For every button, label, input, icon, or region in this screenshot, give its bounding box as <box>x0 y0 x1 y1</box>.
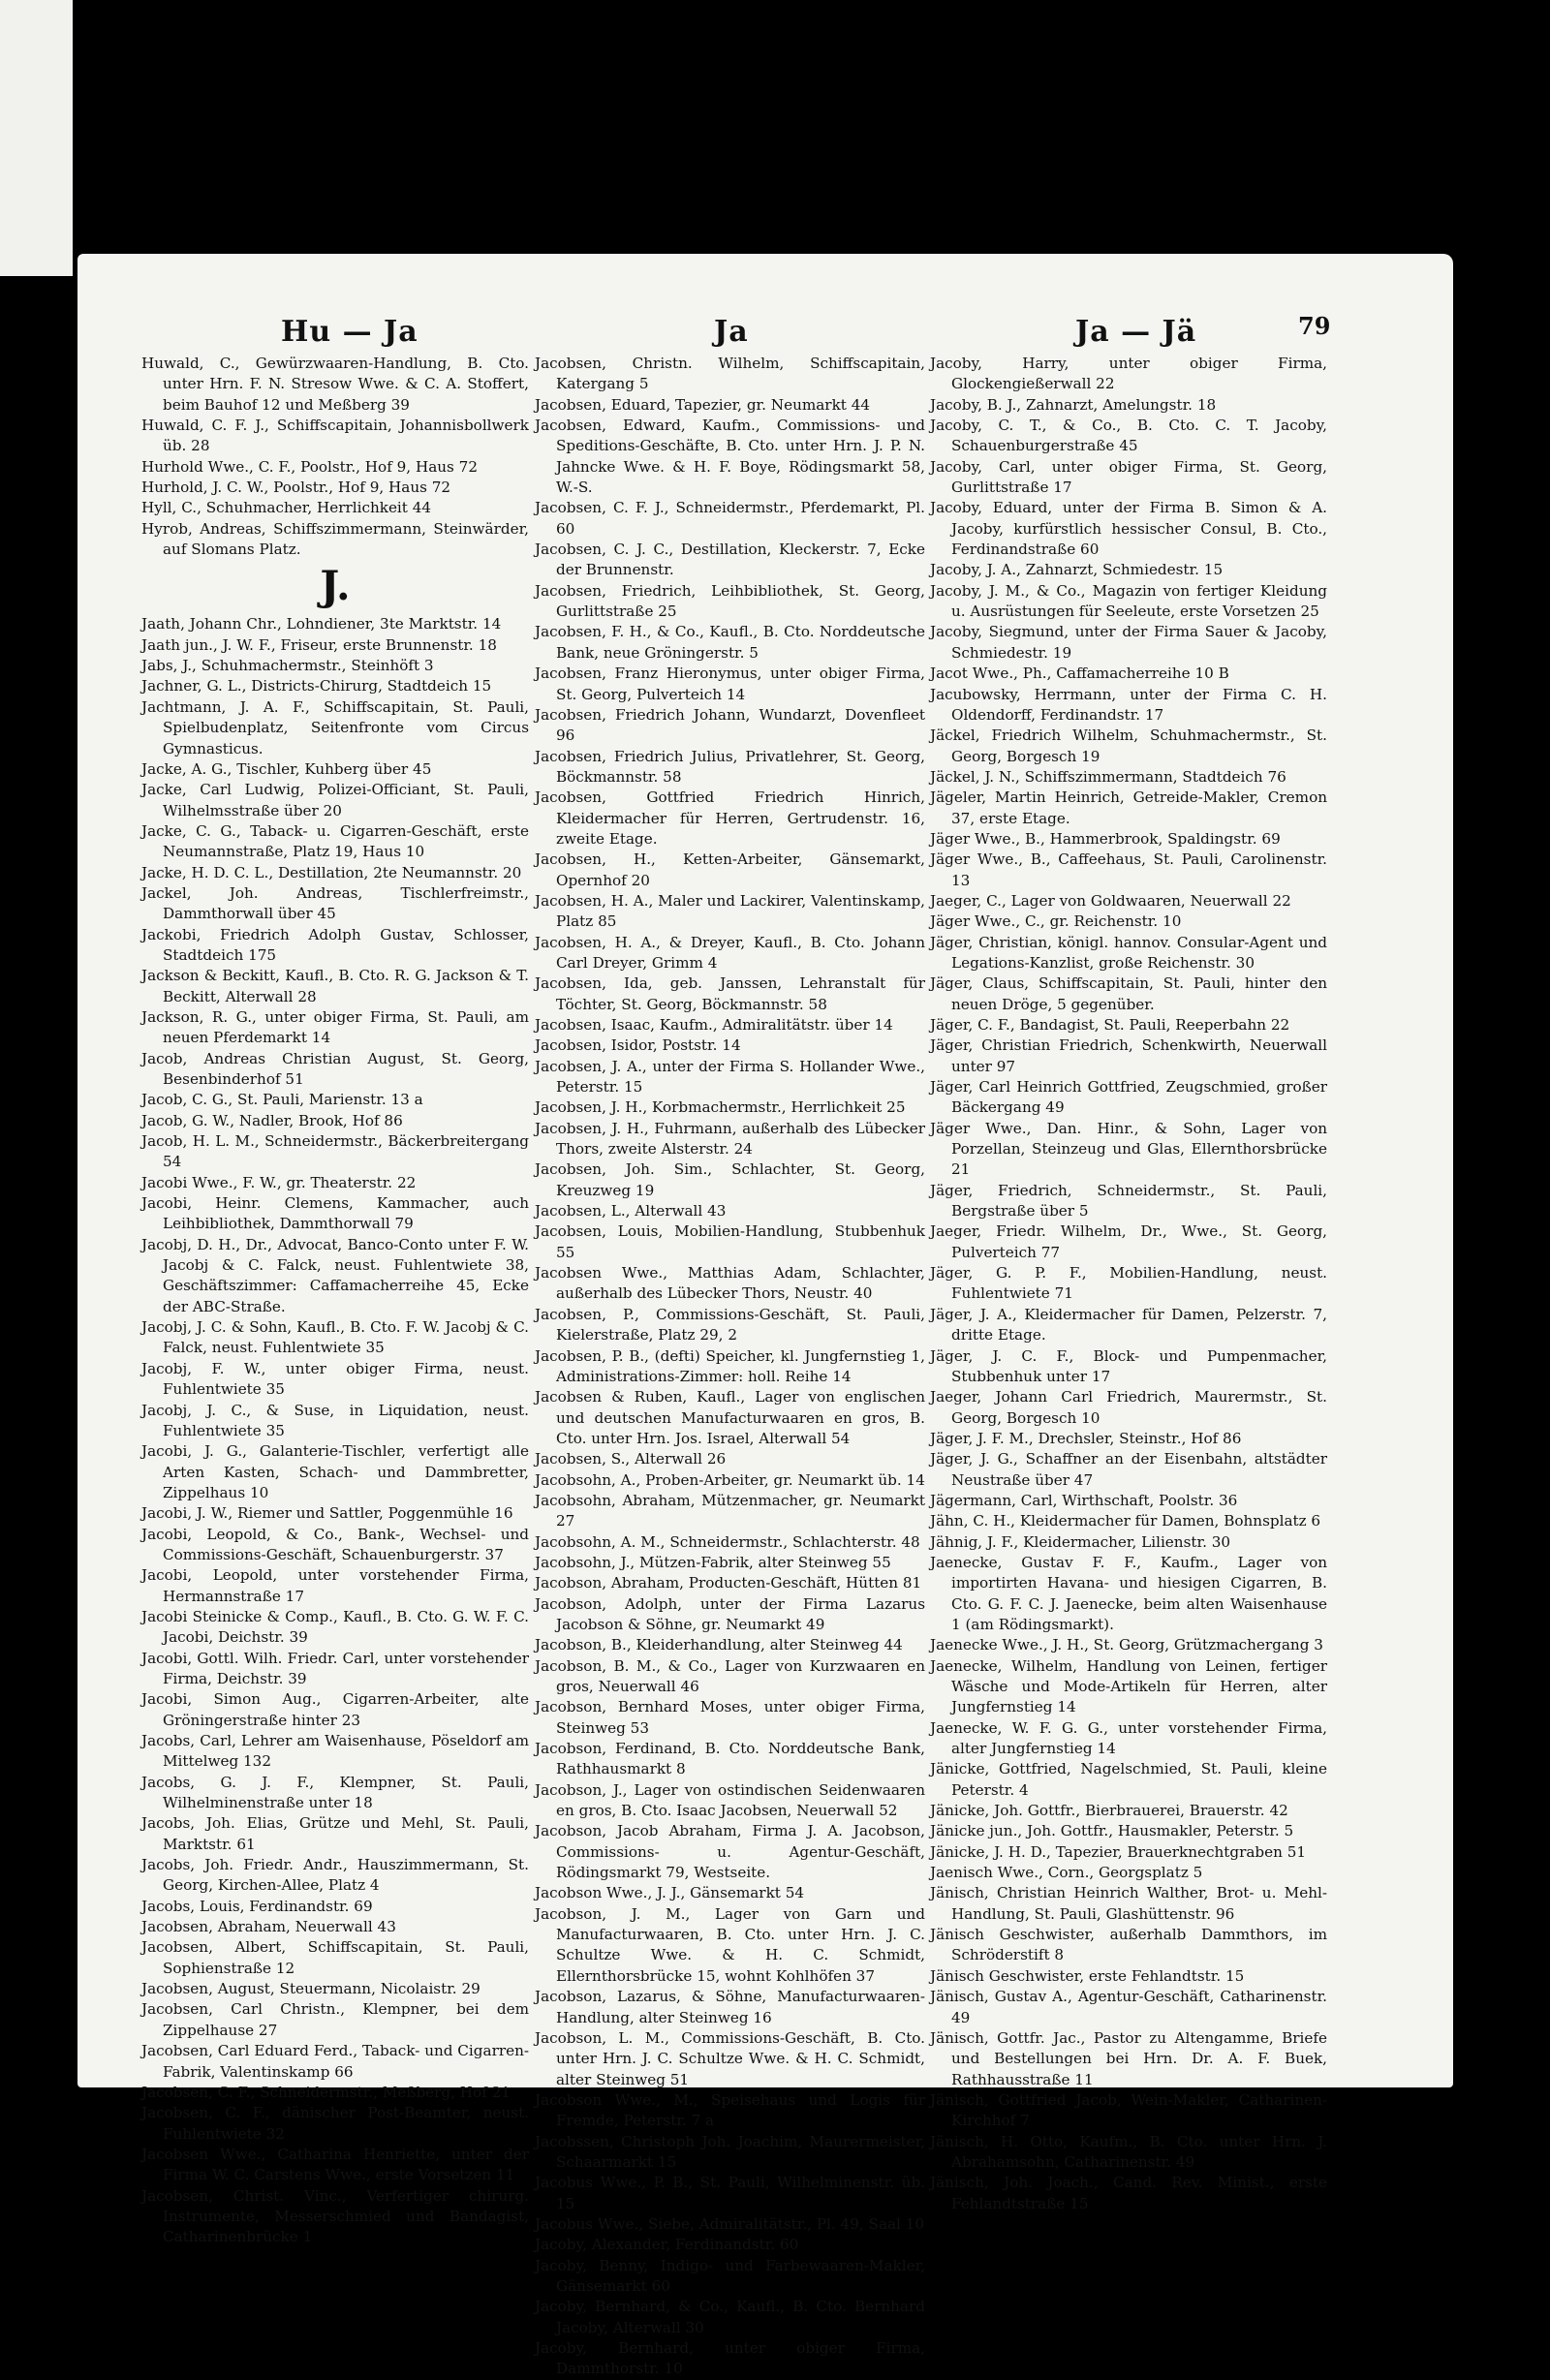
directory-entry: Jacobsen Wwe., Catharina Henriette, unter der Firma W. C. Carstens Wwe., erste Vorsetzen 11 <box>141 2145 529 2184</box>
directory-entry: Jacobj, F. W., unter obiger Firma, neust. Fuhlentwiete 35 <box>141 1359 529 1399</box>
directory-entry: Jaenecke, Gustav F. F., Kaufm., Lager von importirten Havana- und hiesigen Cigarren, B. Cto. G. F. C. J. Jaenecke, beim alten Waisenhause 1 (am Rödingsmarkt). <box>930 1553 1327 1633</box>
directory-entry: Jacobsen, C. J. C., Destillation, Kleckerstr. 7, Ecke der Brunnenstr. <box>535 541 925 579</box>
directory-entry: Jaenisch Wwe., Corn., Georgsplatz 5 <box>930 1864 1203 1882</box>
directory-entry: Hurhold, J. C. W., Poolstr., Hof 9, Haus 72 <box>141 479 451 497</box>
directory-entry: Jacobi Steinicke & Comp., Kaufl., B. Cto. G. W. F. C. Jacobi, Deichstr. 39 <box>141 1607 529 1647</box>
directory-entry: Jäckel, Friedrich Wilhelm, Schuhmachermstr., St. Georg, Borgesch 19 <box>930 726 1327 765</box>
running-head-right: Ja — Jä <box>1075 315 1197 349</box>
directory-entry: Jacobsen, Abraham, Neuerwall 43 <box>141 1918 396 1936</box>
directory-entry: Jänicke jun., Joh. Gottfr., Hausmakler, Peterstr. 5 <box>930 1822 1294 1840</box>
directory-entry: Jäckel, J. N., Schiffszimmermann, Stadtdeich 76 <box>930 767 1286 786</box>
running-head-left: Hu — Ja <box>281 315 418 349</box>
directory-entry: Jacobsen, Edward, Kaufm., Commissions- und Speditions-Geschäfte, B. Cto. unter Hrn. J. P. N. Jahncke Wwe. & H. F. Boye, Rödingsmarkt 58, W.-S. <box>535 417 925 497</box>
directory-entry: Jänisch, H. Otto, Kaufm., B. Cto. unter Hrn. J. Abrahamsohn, Catharinenstr. 49 <box>930 2132 1327 2171</box>
directory-entry: Jacobssen, Christoph Joh. Joachim, Maurermeister, Schaarmarkt 15 <box>535 2132 925 2171</box>
directory-entry: Jacoby, C. T., & Co., B. Cto. C. T. Jacoby, Schauenburgerstraße 45 <box>930 417 1327 455</box>
directory-entry: Jacoby, Benny, Indigo- und Farbewaaren-Makler, Gänsemarkt 60 <box>535 2256 925 2295</box>
directory-entry: Jänicke, J. H. D., Tapezier, Brauerknechtgraben 51 <box>930 1842 1307 1861</box>
directory-entry: Jacob, G. W., Nadler, Brook, Hof 86 <box>141 1111 403 1129</box>
directory-entry: Jacobj, J. C. & Sohn, Kaufl., B. Cto. F. W. Jacobj & C. Falck, neust. Fuhlentwiete 35 <box>141 1318 529 1357</box>
directory-entry: Jacobi, Simon Aug., Cigarren-Arbeiter, alte Gröningerstraße hinter 23 <box>141 1690 529 1729</box>
directory-entry: Jacobsen, L., Alterwall 43 <box>535 1202 727 1221</box>
directory-entry: Hyrob, Andreas, Schiffszimmermann, Steinwärder, auf Slomans Platz. <box>141 519 529 559</box>
directory-entry: Jänisch, Gottfr. Jac., Pastor zu Altengamme, Briefe und Bestellungen bei Hrn. Dr. A. F. Buek, Rathhausstraße 11 <box>930 2028 1327 2088</box>
column-1-entries <box>141 614 529 2247</box>
directory-entry: Jäger Wwe., B., Caffeehaus, St. Pauli, Carolinenstr. 13 <box>930 850 1327 889</box>
left-page-edge <box>0 0 73 276</box>
directory-entry: Jacobsen, J. H., Korbmachermstr., Herrlichkeit 25 <box>535 1098 906 1117</box>
running-head-center: Ja <box>714 315 749 349</box>
directory-entry: Jäger, Christian, königl. hannov. Consular-Agent und Legations-Kanzlist, große Reichenstr. 30 <box>930 933 1327 972</box>
directory-entry: Jacobsen, H., Ketten-Arbeiter, Gänsemarkt, Opernhof 20 <box>535 850 925 889</box>
directory-entry: Jacobi, Heinr. Clemens, Kammacher, auch Leihbibliothek, Dammthorwall 79 <box>141 1194 529 1233</box>
directory-entry: Jacobsen, Louis, Mobilien-Handlung, Stubbenhuk 55 <box>535 1222 925 1261</box>
directory-entry: Jänisch, Joh. Joach., Cand. Rev. Minist., erste Fehlandtstraße 15 <box>930 2174 1327 2212</box>
directory-entry: Jacobsen, Christ. Vinc., Verfertiger chirurg. Instrumente, Messerschmied und Bandagist, Catharinenbrücke 1 <box>141 2186 529 2246</box>
directory-entry: Jähnig, J. F., Kleidermacher, Lilienstr. 30 <box>930 1532 1231 1551</box>
directory-entry: Jaath, Johann Chr., Lohndiener, 3te Marktstr. 14 <box>141 615 502 634</box>
directory-entry: Jacobs, Louis, Ferdinandstr. 69 <box>141 1897 373 1915</box>
directory-entry: Jaenecke, W. F. G. G., unter vorstehender Firma, alter Jungfernstieg 14 <box>930 1718 1327 1758</box>
directory-entry: Jäger, G. P. F., Mobilien-Handlung, neust. Fuhlentwiete 71 <box>930 1264 1327 1303</box>
directory-entry: Jacobsen, P., Commissions-Geschäft, St. Pauli, Kielerstraße, Platz 29, 2 <box>535 1305 925 1345</box>
directory-entry: Jacobs, Joh. Friedr. Andr., Hauszimmermann, St. Georg, Kirchen-Allee, Platz 4 <box>141 1856 529 1895</box>
directory-entry: Jacobson, Ferdinand, B. Cto. Norddeutsche Bank, Rathhausmarkt 8 <box>535 1740 925 1778</box>
directory-entry: Jägermann, Carl, Wirthschaft, Poolstr. 36 <box>930 1491 1238 1509</box>
directory-entry: Jäger, C. F., Bandagist, St. Pauli, Reeperbahn 22 <box>930 1016 1290 1034</box>
directory-entry: Jacoby, Alexander, Ferdinandstr. 60 <box>535 2236 799 2254</box>
directory-entry: Jabs, J., Schuhmachermstr., Steinhöft 3 <box>141 657 434 675</box>
column-2 <box>535 354 925 2380</box>
directory-entry: Jacobson, Abraham, Producten-Geschäft, Hütten 81 <box>535 1574 922 1592</box>
directory-entry: Jäger, J. G., Schaffner an der Eisenbahn, altstädter Neustraße über 47 <box>930 1450 1327 1489</box>
directory-entry: Jacobsen, Franz Hieronymus, unter obiger Firma, St. Georg, Pulverteich 14 <box>535 665 925 703</box>
directory-entry: Jacobson, J., Lager von ostindischen Seidenwaaren en gros, B. Cto. Isaac Jacobsen, Neuerwall 52 <box>535 1780 925 1820</box>
directory-entry: Jacoby, Siegmund, unter der Firma Sauer & Jacoby, Schmiedestr. 19 <box>930 623 1327 662</box>
directory-entry: Jänisch Geschwister, außerhalb Dammthors, im Schröderstift 8 <box>930 1926 1327 1964</box>
directory-entry: Jäger, J. C. F., Block- und Pumpenmacher, Stubbenhuk unter 17 <box>930 1346 1327 1385</box>
directory-entry: Jäger, Christian Friedrich, Schenkwirth, Neuerwall unter 97 <box>930 1036 1327 1075</box>
directory-entry: Jacoby, Bernhard, & Co., Kaufl., B. Cto. Bernhard Jacoby, Alterwall 30 <box>535 2298 925 2336</box>
column-3 <box>930 354 1327 2214</box>
column-3-entries <box>930 354 1327 2214</box>
directory-entry: Jacoby, Carl, unter obiger Firma, St. Georg, Gurlittstraße 17 <box>930 457 1327 497</box>
directory-entry: Jacobus Wwe., Siebe, Admiralitätstr., Pl. 49, Saal 10 <box>535 2214 925 2233</box>
directory-entry: Jänisch, Gustav A., Agentur-Geschäft, Catharinenstr. 49 <box>930 1988 1327 2026</box>
directory-entry: Jacobs, Carl, Lehrer am Waisenhause, Pöseldorf am Mittelweg 132 <box>141 1732 529 1771</box>
directory-entry: Jäger Wwe., Dan. Hinr., & Sohn, Lager von Porzellan, Steinzeug und Glas, Ellernthorsbrücke 21 <box>930 1119 1327 1179</box>
directory-entry: Jacobson, Adolph, unter der Firma Lazarus Jacobson & Söhne, gr. Neumarkt 49 <box>535 1594 925 1633</box>
directory-entry: Jacobsen, J. A., unter der Firma S. Hollander Wwe., Peterstr. 15 <box>535 1057 925 1097</box>
directory-entry: Jacobi, J. W., Riemer und Sattler, Poggenmühle 16 <box>141 1504 513 1523</box>
directory-entry: Jacke, A. G., Tischler, Kuhberg über 45 <box>141 759 432 778</box>
directory-entry: Jähn, C. H., Kleidermacher für Damen, Bohnsplatz 6 <box>930 1512 1321 1530</box>
column-1 <box>141 354 529 2248</box>
directory-entry: Jachner, G. L., Districts-Chirurg, Stadtdeich 15 <box>141 677 492 695</box>
directory-entry: Jacobson, Lazarus, & Söhne, Manufacturwaaren-Handlung, alter Steinweg 16 <box>535 1988 925 2026</box>
directory-entry: Jacobsen & Ruben, Kaufl., Lager von englischen und deutschen Manufacturwaaren en gros, B. Cto. unter Hrn. Jos. Israel, Alterwall 54 <box>535 1388 925 1447</box>
directory-entry: Jäger Wwe., B., Hammerbrook, Spaldingstr. 69 <box>930 829 1281 848</box>
directory-entry: Jacobson Wwe., M., Speisehaus und Logis für Fremde, Peterstr. 7 a <box>535 2090 925 2130</box>
directory-entry: Jacoby, Bernhard, unter obiger Firma, Dammthorstr. 10 <box>535 2339 925 2378</box>
directory-entry: Hurhold Wwe., C. F., Poolstr., Hof 9, Haus 72 <box>141 457 478 476</box>
directory-entry: Jacoby, Harry, unter obiger Firma, Glockengießerwall 22 <box>930 355 1327 393</box>
directory-entry: Jäger Wwe., C., gr. Reichenstr. 10 <box>930 912 1182 931</box>
directory-entry: Jacobsen, Joh. Sim., Schlachter, St. Georg, Kreuzweg 19 <box>535 1160 925 1199</box>
directory-entry: Jackson, R. G., unter obiger Firma, St. Pauli, am neuen Pferdemarkt 14 <box>141 1007 529 1047</box>
directory-entry: Jacobi, Leopold, & Co., Bank-, Wechsel- und Commissions-Geschäft, Schauenburgerstr. 37 <box>141 1525 529 1563</box>
directory-entry: Jacobsen, C. F. J., Schneidermstr., Pferdemarkt, Pl. 60 <box>535 499 925 538</box>
directory-entry: Jänicke, Joh. Gottfr., Bierbrauerei, Brauerstr. 42 <box>930 1802 1288 1820</box>
directory-entry: Jacobsen, P. B., (defti) Speicher, kl. Jungfernstieg 1, Administrations-Zimmer: holl. Reihe 14 <box>535 1346 925 1385</box>
directory-entry: Jacob, Andreas Christian August, St. Georg, Besenbinderhof 51 <box>141 1049 529 1088</box>
directory-entry: Jacobson, Jacob Abraham, Firma J. A. Jacobson, Commissions- u. Agentur-Geschäft, Rödingsmarkt 79, Westseite. <box>535 1822 925 1882</box>
directory-entry: Huwald, C. F. J., Schiffscapitain, Johannisbollwerk üb. 28 <box>141 417 529 455</box>
directory-entry: Jäger, J. A., Kleidermacher für Damen, Pelzerstr. 7, dritte Etage. <box>930 1305 1327 1345</box>
directory-entry: Jacobus Wwe., P. B., St. Pauli, Wilhelminenstr. üb. 15 <box>535 2174 925 2212</box>
directory-entry: Jacobi, Gottl. Wilh. Friedr. Carl, unter vorstehender Firma, Deichstr. 39 <box>141 1649 529 1687</box>
directory-entry: Jacke, Carl Ludwig, Polizei-Officiant, St. Pauli, Wilhelmsstraße über 20 <box>141 781 529 819</box>
directory-entry: Jaenecke Wwe., J. H., St. Georg, Grützmachergang 3 <box>930 1636 1323 1654</box>
directory-entry: Jacke, H. D. C. L., Destillation, 2te Neumannstr. 20 <box>141 863 522 881</box>
directory-entry: Jackobi, Friedrich Adolph Gustav, Schlosser, Stadtdeich 175 <box>141 925 529 964</box>
directory-entry: Jacubowsky, Herrmann, unter der Firma C. H. Oldendorff, Ferdinandstr. 17 <box>930 685 1327 724</box>
directory-entry: Jaenecke, Wilhelm, Handlung von Leinen, fertiger Wäsche und Mode-Artikeln für Herren, alter Jungfernstieg 14 <box>930 1656 1327 1716</box>
directory-entry: Jaeger, C., Lager von Goldwaaren, Neuerwall 22 <box>930 891 1291 910</box>
directory-entry: Jacot Wwe., Ph., Caffamacherreihe 10 B <box>930 665 1229 683</box>
directory-entry: Jänisch, Christian Heinrich Walther, Brot- u. Mehl-Handlung, St. Pauli, Glashüttenstr. 96 <box>930 1884 1327 1923</box>
directory-entry: Jackson & Beckitt, Kaufl., B. Cto. R. G. Jackson & T. Beckitt, Alterwall 28 <box>141 967 529 1005</box>
directory-entry: Jacobsen, H. A., Maler und Lackirer, Valentinskamp, Platz 85 <box>535 891 925 931</box>
directory-entry: Jacobsen Wwe., Matthias Adam, Schlachter, außerhalb des Lübecker Thors, Neustr. 40 <box>535 1264 925 1303</box>
directory-entry: Jacobsen, Isidor, Poststr. 14 <box>535 1036 741 1055</box>
directory-entry: Jacobs, Joh. Elias, Grütze und Mehl, St. Pauli, Marktstr. 61 <box>141 1814 529 1853</box>
directory-entry: Jacobson, B., Kleiderhandlung, alter Steinweg 44 <box>535 1636 903 1654</box>
directory-entry: Jacobsen, Carl Eduard Ferd., Taback- und Cigarren-Fabrik, Valentinskamp 66 <box>141 2042 529 2081</box>
directory-entry: Jacobsohn, A., Proben-Arbeiter, gr. Neumarkt üb. 14 <box>535 1470 925 1489</box>
directory-entry: Jacobsen, Friedrich Julius, Privatlehrer, St. Georg, Böckmannstr. 58 <box>535 747 925 786</box>
directory-entry: Jacobsohn, A. M., Schneidermstr., Schlachterstr. 48 <box>535 1532 920 1551</box>
directory-entry: Jacobson, B. M., & Co., Lager von Kurzwaaren en gros, Neuerwall 46 <box>535 1656 925 1695</box>
column-2-entries <box>535 354 925 2380</box>
directory-entry: Jacoby, Eduard, unter der Firma B. Simon & A. Jacoby, kurfürstlich hessischer Consul, B. Cto., Ferdinandstraße 60 <box>930 499 1327 559</box>
directory-entry: Jacobsen, Albert, Schiffscapitain, St. Pauli, Sophienstraße 12 <box>141 1938 529 1977</box>
directory-entry: Jacobson Wwe., J. J., Gänsemarkt 54 <box>535 1884 805 1902</box>
directory-entry: Jaeger, Friedr. Wilhelm, Dr., Wwe., St. Georg, Pulverteich 77 <box>930 1222 1327 1261</box>
directory-entry: Jacobsen, Gottfried Friedrich Hinrich, Kleidermacher für Herren, Gertrudenstr. 16, zweite Etage. <box>535 788 925 848</box>
directory-entry: Jacobsen, August, Steuermann, Nicolaistr. 29 <box>141 1980 480 1998</box>
directory-entry: Jacobsohn, J., Mützen-Fabrik, alter Steinweg 55 <box>535 1553 891 1571</box>
directory-entry: Jacobsen, Friedrich Johann, Wundarzt, Dovenfleet 96 <box>535 705 925 745</box>
directory-entry: Jacobsen, Ida, geb. Janssen, Lehranstalt für Töchter, St. Georg, Böckmannstr. 58 <box>535 974 925 1013</box>
directory-entry: Jacobsen, Carl Christn., Klempner, bei dem Zippelhause 27 <box>141 2000 529 2039</box>
column-1-pre-entries <box>141 354 529 560</box>
directory-entry: Jacobi, Leopold, unter vorstehender Firma, Hermannstraße 17 <box>141 1566 529 1605</box>
directory-entry: Jacobson, J. M., Lager von Garn und Manufacturwaaren, B. Cto. unter Hrn. J. C. Schultze Wwe. & H. C. Schmidt, Ellernthorsbrücke 15, wohnt Kohlhöfen 37 <box>535 1904 925 1985</box>
directory-entry: Jacobi Wwe., F. W., gr. Theaterstr. 22 <box>141 1173 417 1191</box>
directory-entry: Jacobsen, Isaac, Kaufm., Admiralitätstr. über 14 <box>535 1016 893 1034</box>
directory-entry: Jacobsen, F. H., & Co., Kaufl., B. Cto. Norddeutsche Bank, neue Gröningerstr. 5 <box>535 623 925 662</box>
directory-entry: Huwald, C., Gewürzwaaren-Handlung, B. Cto. unter Hrn. F. N. Stresow Wwe. & C. A. Stoffert, beim Bauhof 12 und Meßberg 39 <box>141 355 529 414</box>
directory-entry: Hyll, C., Schuhmacher, Herrlichkeit 44 <box>141 499 432 517</box>
directory-entry: Jacobs, G. J. F., Klempner, St. Pauli, Wilhelminenstraße unter 18 <box>141 1773 529 1812</box>
directory-entry: Jacobson, L. M., Commissions-Geschäft, B. Cto. unter Hrn. J. C. Schultze Wwe. & H. C. Schmidt, alter Steinweg 51 <box>535 2028 925 2088</box>
directory-entry: Jänisch, Gottfried Jacob, Wein-Makler, Catharinen-Kirchhof 7 <box>930 2090 1327 2130</box>
directory-entry: Jacobsen, Eduard, Tapezier, gr. Neumarkt 44 <box>535 395 871 414</box>
letter-heading: J. <box>320 562 351 610</box>
directory-entry: Jacobsen, S., Alterwall 26 <box>535 1450 727 1468</box>
directory-entry: Jacobsen, C. F., Schneidermstr., Meßberg, Hof 21 <box>141 2083 511 2101</box>
directory-entry: Jacoby, J. A., Zahnarzt, Schmiedestr. 15 <box>930 561 1224 579</box>
directory-entry: Jackel, Joh. Andreas, Tischlerfreimstr., Dammthorwall über 45 <box>141 883 529 923</box>
directory-entry: Jacobsen, Christn. Wilhelm, Schiffscapitain, Katergang 5 <box>535 355 925 393</box>
directory-entry: Jaeger, Johann Carl Friedrich, Maurermstr., St. Georg, Borgesch 10 <box>930 1388 1327 1427</box>
directory-entry: Jänisch Geschwister, erste Fehlandtstr. 15 <box>930 1966 1245 1985</box>
directory-entry: Jacobsen, Friedrich, Leihbibliothek, St. Georg, Gurlittstraße 25 <box>535 581 925 621</box>
directory-entry: Jäger, J. F. M., Drechsler, Steinstr., Hof 86 <box>930 1429 1242 1447</box>
directory-entry: Jacobsen, J. H., Fuhrmann, außerhalb des Lübecker Thors, zweite Alsterstr. 24 <box>535 1119 925 1159</box>
directory-entry: Jacobsohn, Abraham, Mützenmacher, gr. Neumarkt 27 <box>535 1491 925 1530</box>
page-number: 79 <box>1298 312 1331 340</box>
directory-entry: Jachtmann, J. A. F., Schiffscapitain, St. Pauli, Spielbudenplatz, Seitenfronte vom Circus Gymnasticus. <box>141 697 529 757</box>
directory-entry: Jacob, C. G., St. Pauli, Marienstr. 13 a <box>141 1091 423 1109</box>
directory-entry: Jacob, H. L. M., Schneidermstr., Bäckerbreitergang 54 <box>141 1132 529 1171</box>
directory-entry: Jacobson, Bernhard Moses, unter obiger Firma, Steinweg 53 <box>535 1698 925 1737</box>
directory-entry: Jacoby, B. J., Zahnarzt, Amelungstr. 18 <box>930 395 1217 414</box>
directory-entry: Jägeler, Martin Heinrich, Getreide-Makler, Cremon 37, erste Etage. <box>930 788 1327 827</box>
directory-entry: Jacobi, J. G., Galanterie-Tischler, verfertigt alle Arten Kasten, Schach- und Dammbretter, Zippelhaus 10 <box>141 1442 529 1501</box>
directory-entry: Jaath jun., J. W. F., Friseur, erste Brunnenstr. 18 <box>141 635 497 654</box>
directory-entry: Jacobj, D. H., Dr., Advocat, Banco-Conto unter F. W. Jacobj & C. Falck, neust. Fuhlentwiete 38, Geschäftszimmer: Caffamacherreihe 45, Ecke der ABC-Straße. <box>141 1235 529 1315</box>
directory-entry: Jänicke, Gottfried, Nagelschmied, St. Pauli, kleine Peterstr. 4 <box>930 1760 1327 1799</box>
directory-entry: Jacoby, J. M., & Co., Magazin von fertiger Kleidung u. Ausrüstungen für Seeleute, erste Vorsetzen 25 <box>930 581 1327 621</box>
directory-entry: Jacobsen, H. A., & Dreyer, Kaufl., B. Cto. Johann Carl Dreyer, Grimm 4 <box>535 933 925 972</box>
directory-entry: Jäger, Friedrich, Schneidermstr., St. Pauli, Bergstraße über 5 <box>930 1181 1327 1221</box>
directory-entry: Jäger, Claus, Schiffscapitain, St. Pauli, hinter den neuen Dröge, 5 gegenüber. <box>930 974 1327 1013</box>
directory-entry: Jacke, C. G., Taback- u. Cigarren-Geschäft, erste Neumannstraße, Platz 19, Haus 10 <box>141 821 529 861</box>
directory-entry: Jäger, Carl Heinrich Gottfried, Zeugschmied, großer Bäckergang 49 <box>930 1078 1327 1117</box>
directory-entry: Jacobj, J. C., & Suse, in Liquidation, neust. Fuhlentwiete 35 <box>141 1401 529 1439</box>
directory-entry: Jacobsen, C. F., dänischer Post-Beamter, neust. Fuhlentwiete 32 <box>141 2104 529 2143</box>
